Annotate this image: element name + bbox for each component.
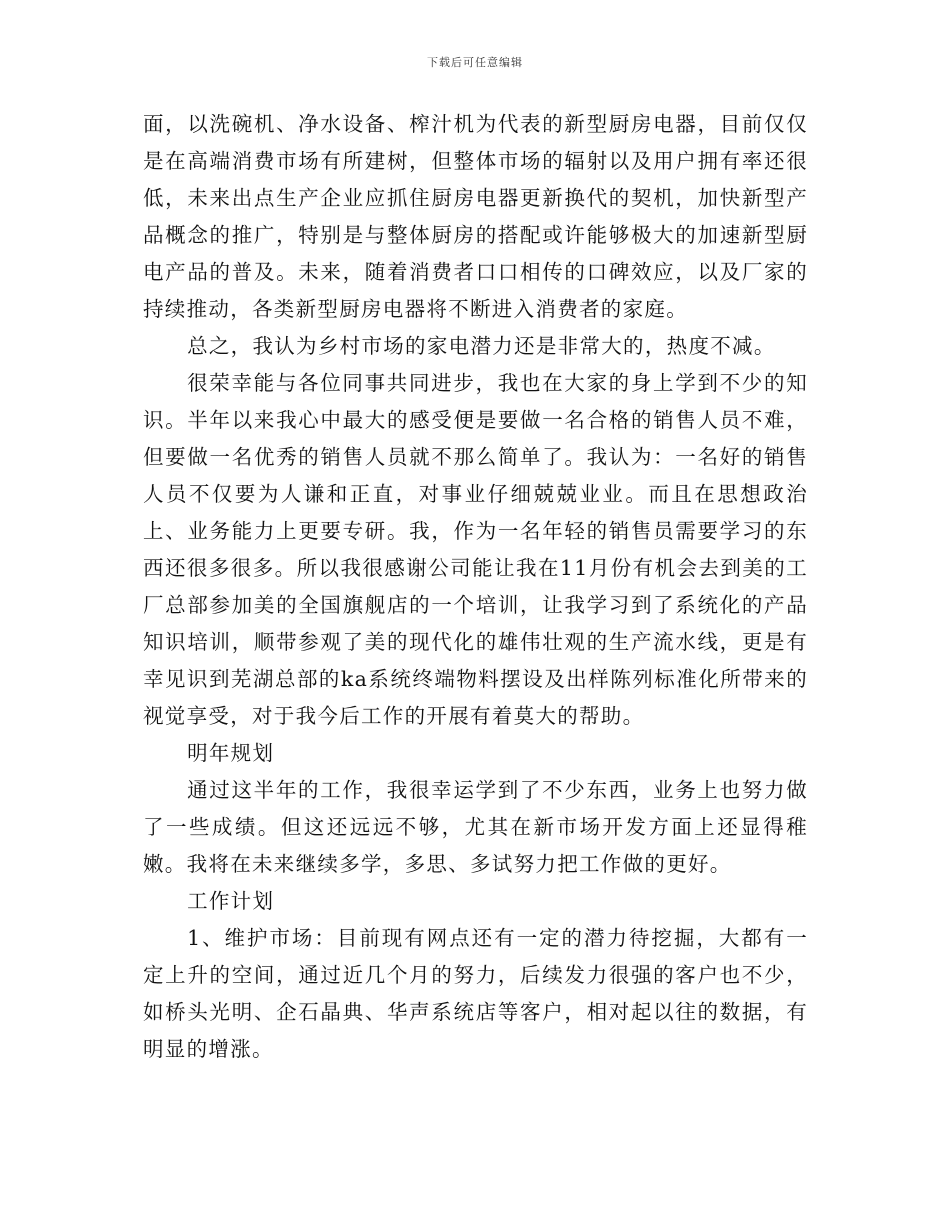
paragraph-kitchen-appliances: 面，以洗碗机、净水设备、榨汁机为代表的新型厨房电器，目前仅仅是在高端消费市场有所建树，但整体市场的辐射以及用户拥有率还很低，未来出点生产企业应抓住厨房电器更新换代的契机，加快新型产品概念的推广，特别是与整体厨房的搭配或许能够极大的加速新型厨电产品的普及。未来，随着消费者口口相传的口碑效应，以及厂家的持续推动，各类新型厨房电器将不断进入消费者的家庭。	[143, 112, 808, 321]
page-header-note: 下载后可任意编辑	[427, 56, 523, 69]
paragraph-training: 很荣幸能与各位同事共同进步，我也在大家的身上学到不少的知识。半年以来我心中最大的感受便是要做一名合格的销售人员不难，但要做一名优秀的销售人员就不那么简单了。我认为：一名好的销售人员不仅要为人谦和正直，对事业仔细兢兢业业。而且在思想政治上、业务能力上更要专研。我，作为一名年轻的销售员需要学习的东西还很多很多。所以我很感谢公司能让我在11月份有机会去到美的工厂总部参加美的全国旗舰店的一个培训，让我学习到了系统化的产品知识培训，顺带参观了美的现代化的雄伟壮观的生产流水线，更是有幸见识到芜湖总部的ka系统终端物料摆设及出样陈列标准化所带来的视觉享受，对于我今后工作的开展有着莫大的帮助。	[143, 371, 808, 728]
paragraph-summary: 总之，我认为乡村市场的家电潜力还是非常大的，热度不减。	[187, 334, 776, 358]
paragraph-maintain-market: 1、维护市场：目前现有网点还有一定的潜力待挖掘，大都有一定上升的空间，通过近几个月的努力，后续发力很强的客户也不少，如桥头光明、企石晶典、华声系统店等客户，相对起以往的数据，有明显的增涨。	[143, 926, 808, 1061]
paragraph-next-year: 通过这半年的工作，我很幸运学到了不少东西，业务上也努力做了一些成绩。但这还远远不够，尤其在新市场开发方面上还显得稚嫩。我将在未来继续多学，多思、多试努力把工作做的更好。	[143, 778, 808, 876]
document-body	[143, 106, 808, 1068]
heading-work-plan: 工作计划	[187, 889, 275, 913]
heading-next-year-plan: 明年规划	[187, 741, 275, 765]
